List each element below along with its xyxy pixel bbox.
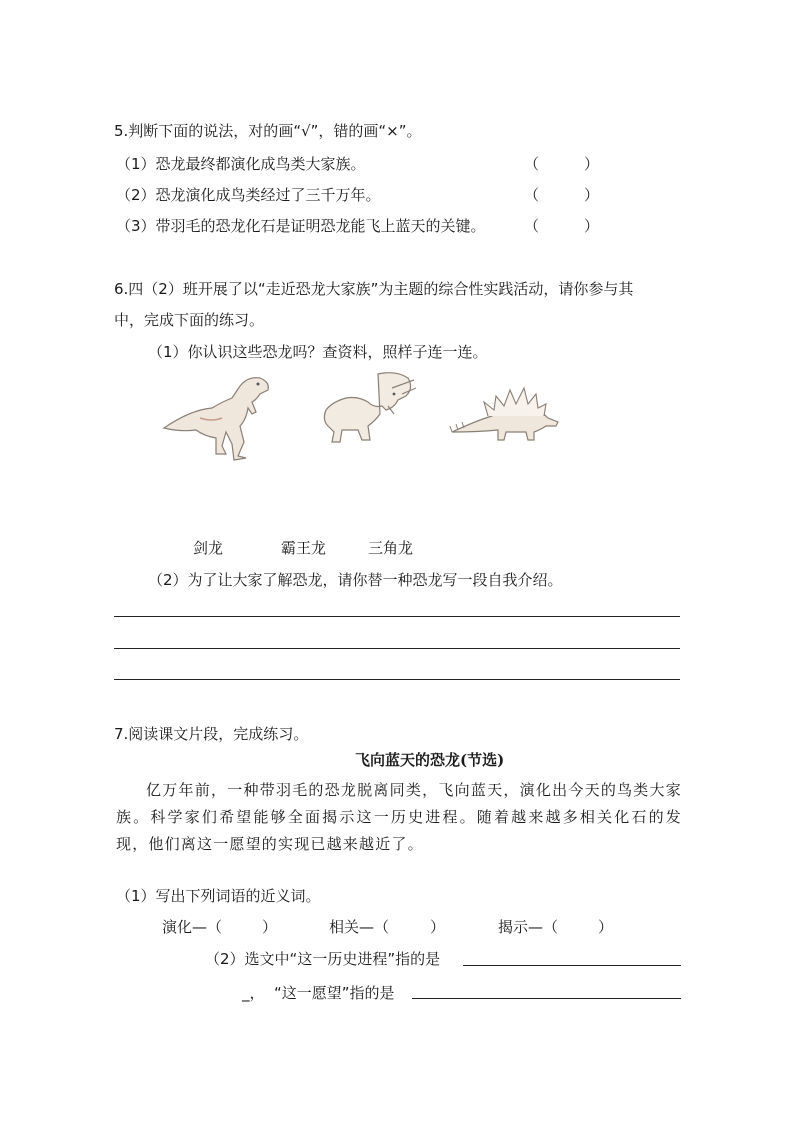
q7-sub2-line2-text: “这一愿望”指的是 xyxy=(274,984,395,1002)
synonym-2-close: ） xyxy=(430,918,446,936)
q7-title: 7.阅读课文片段，完成练习。 xyxy=(114,725,309,743)
dino-name-triceratops[interactable]: 三角龙 xyxy=(368,539,414,557)
synonym-1-close: ） xyxy=(262,918,278,936)
q6-title-line1: 6.四（2）班开展了以“走近恐龙大家族”为主题的综合性实践活动，请你参与其 xyxy=(114,280,634,298)
q5-item-1-answer-bracket[interactable]: （ ） xyxy=(524,155,600,173)
q5-item-3-text: （3）带羽毛的恐龙化石是证明恐龙能飞上蓝天的关键。 xyxy=(116,217,486,235)
q6-sub1: （1）你认识这些恐龙吗？查资料，照样子连一连。 xyxy=(148,343,488,361)
writing-line-1[interactable] xyxy=(114,616,680,617)
passage-title: 飞向蓝天的恐龙(节选) xyxy=(355,751,505,769)
synonym-3-word: 揭示—（ xyxy=(498,918,559,936)
synonym-1-word: 演化—（ xyxy=(162,918,223,936)
synonym-3-close: ） xyxy=(598,918,614,936)
triceratops-drawing-icon xyxy=(318,366,418,446)
tyrannosaurus-drawing-icon xyxy=(160,368,275,463)
synonym-2-word: 相关—（ xyxy=(329,918,390,936)
dino-name-stegosaurus[interactable]: 剑龙 xyxy=(193,539,224,557)
q7-sub1: （1）写出下列词语的近义词。 xyxy=(116,887,321,905)
answer-line-wish[interactable] xyxy=(412,998,681,999)
q5-item-2-text: （2）恐龙演化成鸟类经过了三千万年。 xyxy=(116,186,381,204)
writing-line-3[interactable] xyxy=(114,679,680,680)
writing-line-2[interactable] xyxy=(114,648,680,649)
q5-item-1-text: （1）恐龙最终都演化成鸟类大家族。 xyxy=(116,155,366,173)
stegosaurus-drawing-icon xyxy=(448,374,563,444)
passage-text: 亿万年前，一种带羽毛的恐龙脱离同类，飞向蓝天，演化出今天的鸟类大家族。科学家们希望能够全面揭示这一历史进程。随着越来越多相关化石的发现，他们离这一愿望的实现已越来越近了。 xyxy=(116,781,682,853)
q6-title-line2: 中，完成下面的练习。 xyxy=(114,311,265,329)
q5-item-3-answer-bracket[interactable]: （ ） xyxy=(524,217,600,235)
answer-line-history-process[interactable] xyxy=(463,965,681,966)
dino-name-tyrannosaurus[interactable]: 霸王龙 xyxy=(281,539,327,557)
q7-sub2-line2-prefix: _， xyxy=(242,984,265,1002)
q6-sub2: （2）为了让大家了解恐龙，请你替一种恐龙写一段自我介绍。 xyxy=(148,571,563,589)
q5-title: 5.判断下面的说法，对的画“√”，错的画“×”。 xyxy=(114,122,422,140)
q5-item-2-answer-bracket[interactable]: （ ） xyxy=(524,186,600,204)
q7-sub2-line1: （2）选文中“这一历史进程”指的是 xyxy=(205,950,441,968)
